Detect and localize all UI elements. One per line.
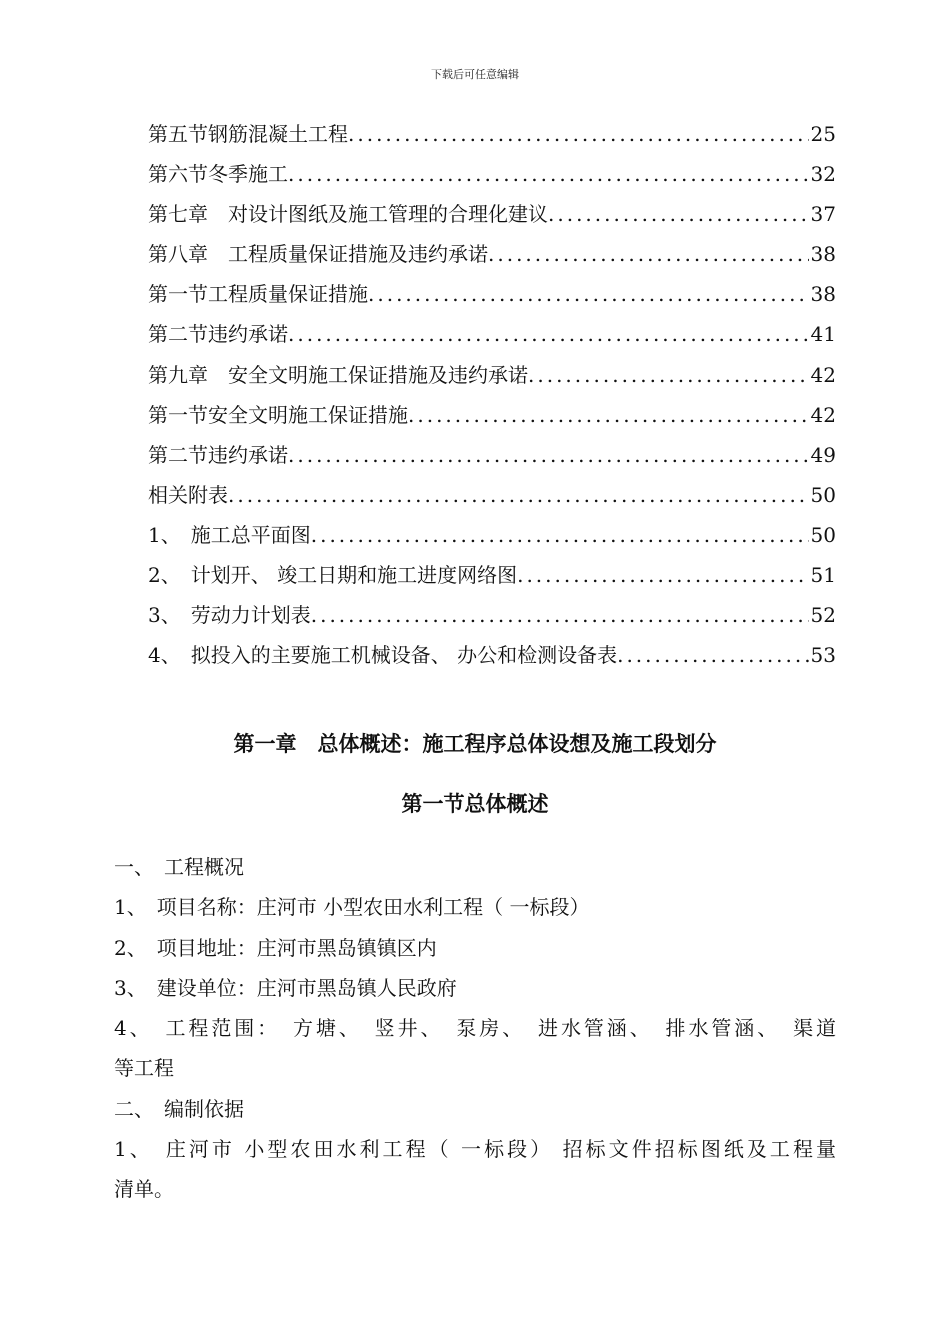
toc-entry-text: 1、 施工总平面图 xyxy=(148,522,311,547)
toc-page-number: 52 xyxy=(810,603,836,628)
toc-entry-text: 3、 劳动力计划表 xyxy=(148,603,311,628)
toc-entry-text: 第七章 对设计图纸及施工管理的合理化建议 xyxy=(148,202,548,227)
toc-entry xyxy=(148,559,836,599)
toc-entry xyxy=(148,118,836,158)
toc-leader xyxy=(348,122,809,146)
toc-page-number: 50 xyxy=(810,482,836,507)
toc-leader xyxy=(311,523,809,547)
toc-page-number: 25 xyxy=(810,122,836,146)
body-text xyxy=(114,847,836,1210)
toc-leader xyxy=(488,242,809,266)
toc-entry xyxy=(148,278,836,318)
section-heading: 第一节总体概述 xyxy=(401,792,549,816)
toc-entry xyxy=(148,599,836,639)
toc-entry-text: 4、 拟投入的主要施工机械设备、 办公和检测设备表 xyxy=(148,643,618,668)
body-line: 1、 庄河市 小型农田水利工程（ 一标段） 招标文件招标图纸及工程量 xyxy=(114,1137,836,1162)
toc-entry xyxy=(148,479,836,519)
toc-entry xyxy=(148,198,836,238)
toc-leader xyxy=(617,643,808,667)
toc-page-number: 42 xyxy=(810,402,836,427)
toc-entry-text: 第八章 工程质量保证措施及违约承诺 xyxy=(148,242,488,267)
toc-page-number: 32 xyxy=(810,162,836,187)
toc-entry-text: 第五节钢筋混凝土工程 xyxy=(148,122,348,146)
toc-page-number: 53 xyxy=(810,643,836,668)
toc-entry-text: 第九章 安全文明施工保证措施及违约承诺 xyxy=(148,362,528,387)
body-line: 一、 工程概况 xyxy=(114,855,244,879)
body-line: 2、 项目地址：庄河市黑岛镇镇区内 xyxy=(114,935,437,960)
toc-entry-text: 相关附表 xyxy=(148,482,228,507)
toc-leader xyxy=(368,282,809,306)
toc-entry-text: 第六节冬季施工 xyxy=(148,162,288,187)
body-line: 3、 建设单位：庄河市黑岛镇人民政府 xyxy=(114,975,457,1000)
toc-entry-text: 第一节安全文明施工保证措施 xyxy=(148,402,408,427)
toc-leader xyxy=(548,202,809,226)
toc-leader xyxy=(408,403,809,427)
toc-leader xyxy=(288,443,809,467)
toc-leader xyxy=(311,603,809,627)
toc-leader xyxy=(288,162,809,186)
toc-leader xyxy=(528,363,809,387)
toc-page-number: 49 xyxy=(810,442,836,467)
toc-page-number: 41 xyxy=(810,322,836,347)
toc-entry xyxy=(148,158,836,198)
toc-entry xyxy=(148,519,836,559)
toc-entry xyxy=(148,359,836,399)
toc-entry xyxy=(148,399,836,439)
toc-entry xyxy=(148,439,836,479)
body-line: 清单。 xyxy=(114,1177,174,1202)
toc-entry xyxy=(148,318,836,358)
table-of-contents xyxy=(148,118,836,679)
body-line: 4、 工程范围： 方塘、 竖井、 泵房、 进水管涵、 排水管涵、 渠道 xyxy=(114,1016,836,1041)
toc-leader xyxy=(517,563,808,587)
toc-page-number: 38 xyxy=(810,282,836,307)
toc-entry-text: 第二节违约承诺 xyxy=(148,322,288,347)
toc-page-number: 38 xyxy=(810,242,836,267)
toc-page-number: 37 xyxy=(810,202,836,227)
toc-entry-text: 2、 计划开、 竣工日期和施工进度网络图 xyxy=(148,563,518,588)
toc-entry-text: 第二节违约承诺 xyxy=(148,442,288,467)
toc-leader xyxy=(288,322,809,346)
page-header: 下载后可任意编辑 xyxy=(431,68,519,81)
body-line: 等工程 xyxy=(114,1056,174,1081)
toc-page-number: 42 xyxy=(810,362,836,387)
toc-entry xyxy=(148,238,836,278)
toc-page-number: 50 xyxy=(810,522,836,547)
chapter-heading: 第一章 总体概述：施工程序总体设想及施工段划分 xyxy=(233,732,717,756)
body-line: 1、 项目名称：庄河市 小型农田水利工程（ 一标段） xyxy=(114,895,590,920)
toc-entry xyxy=(148,639,836,679)
body-line: 二、 编制依据 xyxy=(114,1096,244,1121)
toc-leader xyxy=(228,483,809,507)
toc-entry-text: 第一节工程质量保证措施 xyxy=(148,282,368,307)
toc-page-number: 51 xyxy=(810,563,836,588)
